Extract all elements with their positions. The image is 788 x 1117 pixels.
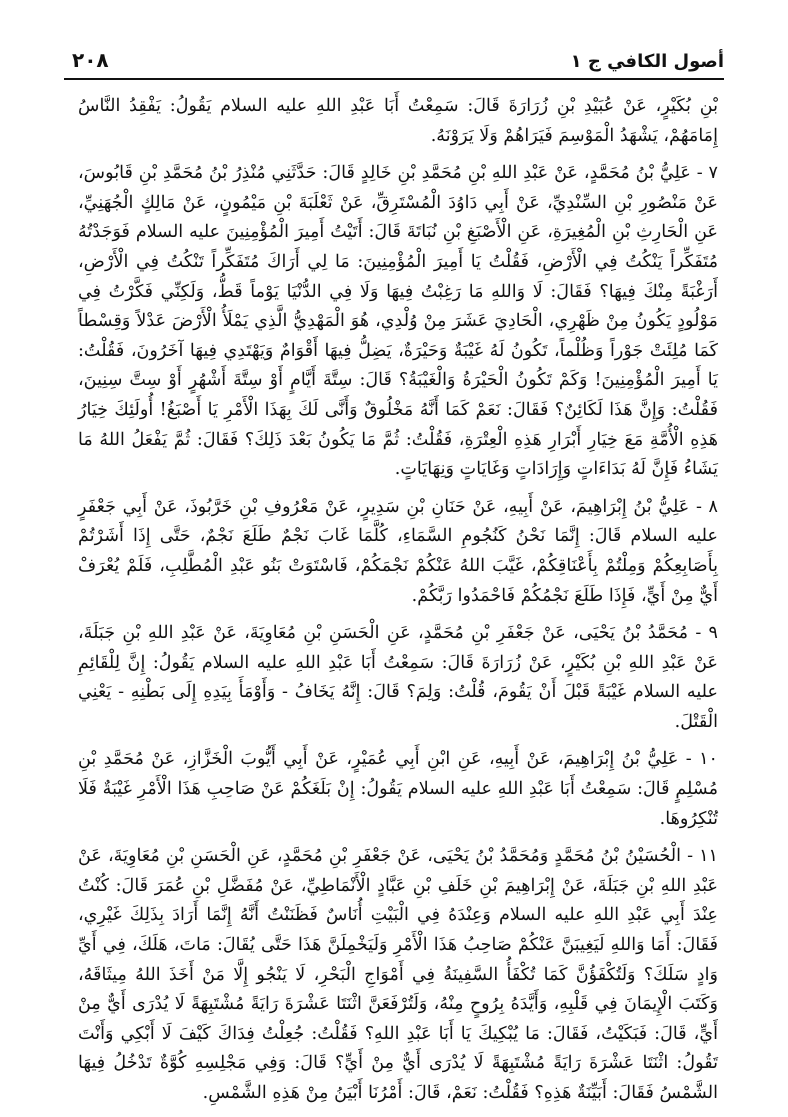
document-body — [78, 92, 718, 1117]
hadith-11: ١١ - الْحُسَيْنُ بْنُ مُحَمَّدٍ وَمُحَمَّدُ بْنُ يَحْيَى، عَنْ جَعْفَرِ بْنِ مُحَمَّدٍ، عَنِ الْحَسَنِ بْنِ مُعَاوِيَةَ، عَنْ عَبْدِ اللهِ بْنِ جَبَلَةَ، عَنْ إِبْرَاهِيمَ بْنِ خَلَفِ بْنِ عَبَّادٍ الْأَنْمَاطِيِّ، عَنْ مُفَضَّلِ بْنِ عُمَرَ قَالَ: كُنْتُ عِنْدَ أَبِي عَبْدِ اللهِ عليه السلام وَعِنْدَهُ فِي الْبَيْتِ أُنَاسٌ فَظَنَنْتُ أَنَّهُ إِنَّمَا أَرَادَ بِذَلِكَ غَيْرِي، فَقَالَ: أَمَا وَاللهِ لَيَغِيبَنَّ عَنْكُمْ صَاحِبُ هَذَا الْأَمْرِ وَلَيَخْمِلَنَّ هَذَا حَتَّى يُقَالَ: مَاتَ، هَلَكَ، فِي أَيِّ وَادٍ سَلَكَ؟ وَلَتُكْفَؤُنَّ كَمَا تُكْفَأُ السَّفِينَةُ فِي أَمْوَاجِ الْبَحْرِ، لَا يَنْجُو إِلَّا مَنْ أَخَذَ اللهُ مِيثَاقَهُ، وَكَتَبَ الْإِيمَانَ فِي قَلْبِهِ، وَأَيَّدَهُ بِرُوحٍ مِنْهُ، وَلَتُرْفَعَنَّ اثْنَتَا عَشْرَةَ رَايَةً مُشْتَبِهَةً لَا يُدْرَى أَيٌّ مِنْ أَيٍّ، قَالَ: فَبَكَيْتُ، فَقَالَ: مَا يُبْكِيكَ يَا أَبَا عَبْدِ اللهِ؟ فَقُلْتُ: جُعِلْتُ فِدَاكَ كَيْفَ لَا أَبْكِي وَأَنْتَ تَقُولُ: اثْنَتَا عَشْرَةَ رَايَةً مُشْتَبِهَةً لَا يُدْرَى أَيٌّ مِنْ أَيٍّ؟ قَالَ: وَفِي مَجْلِسِهِ كُوَّةٌ تَدْخُلُ فِيهَا الشَّمْسُ فَقَالَ: أَبَيِّنَةٌ هَذِهِ؟ فَقُلْتُ: نَعَمْ، قَالَ: أَمْرُنَا أَبْيَنُ مِنْ هَذِهِ الشَّمْسِ. — [78, 846, 718, 1103]
page-number: ٢٠٨ — [72, 48, 109, 72]
hadith-9: ٩ - مُحَمَّدُ بْنُ يَحْيَى، عَنْ جَعْفَرِ بْنِ مُحَمَّدٍ، عَنِ الْحَسَنِ بْنِ مُعَاوِيَةَ، عَنْ عَبْدِ اللهِ بْنِ جَبَلَةَ، عَنْ عَبْدِ اللهِ بْنِ بُكَيْرٍ، عَنْ زُرَارَةَ قَالَ: سَمِعْتُ أَبَا عَبْدِ اللهِ عليه السلام يَقُولُ: إِنَّ لِلْقَائِمِ عليه السلام غَيْبَةً قَبْلَ أَنْ يَقُومَ، قُلْتُ: وَلِمَ؟ قَالَ: إِنَّهُ يَخَافُ - وَأَوْمَأَ بِيَدِهِ إِلَى بَطْنِهِ - يَعْنِي الْقَتْلَ. — [78, 623, 718, 732]
hadith-8: ٨ - عَلِيُّ بْنُ إِبْرَاهِيمَ، عَنْ أَبِيهِ، عَنْ حَنَانِ بْنِ سَدِيرٍ، عَنْ مَعْرُوفِ بْنِ خَرَّبُوذَ، عَنْ أَبِي جَعْفَرٍ عليه السلام قَالَ: إِنَّمَا نَحْنُ كَنُجُومِ السَّمَاءِ، كُلَّمَا غَابَ نَجْمٌ طَلَعَ نَجْمٌ، حَتَّى إِذَا أَشَرْتُمْ بِأَصَابِعِكُمْ وَمِلْتُمْ بِأَعْنَاقِكُمْ، غَيَّبَ اللهُ عَنْكُمْ نَجْمَكُمْ، فَاسْتَوَتْ بَنُو عَبْدِ الْمُطَّلِبِ، فَلَمْ يُعْرَفْ أَيٌّ مِنْ أَيٍّ، فَإِذَا طَلَعَ نَجْمُكُمْ فَاحْمَدُوا رَبَّكُمْ. — [78, 496, 718, 606]
hadith-10: ١٠ - عَلِيُّ بْنُ إِبْرَاهِيمَ، عَنْ أَبِيهِ، عَنِ ابْنِ أَبِي عُمَيْرٍ، عَنْ أَبِي أَيُّوبَ الْخَزَّازِ، عَنْ مُحَمَّدِ بْنِ مُسْلِمٍ قَالَ: سَمِعْتُ أَبَا عَبْدِ اللهِ عليه السلام يَقُولُ: إِنْ بَلَغَكُمْ عَنْ صَاحِبِ هَذَا الْأَمْرِ غَيْبَةٌ فَلَا تُنْكِرُوهَا. — [78, 749, 718, 829]
book-title: أصول الكافي ج ١ — [570, 51, 724, 72]
hadith-7: ٧ - عَلِيُّ بْنُ مُحَمَّدٍ، عَنْ عَبْدِ اللهِ بْنِ مُحَمَّدِ بْنِ خَالِدٍ قَالَ: حَدَّثَنِي مُنْذِرُ بْنُ مُحَمَّدِ بْنِ قَابُوسَ، عَنْ مَنْصُورِ بْنِ السِّنْدِيِّ، عَنْ أَبِي دَاوُدَ الْمُسْتَرِقِّ، عَنْ ثَعْلَبَةَ بْنِ مَيْمُونٍ، عَنْ مَالِكٍ الْجُهَنِيِّ، عَنِ الْحَارِثِ بْنِ الْمُغِيرَةِ، عَنِ الْأَصْبَغِ بْنِ نُبَاتَةَ قَالَ: أَتَيْتُ أَمِيرَ الْمُؤْمِنِينَ عليه السلام فَوَجَدْتُهُ مُتَفَكِّراً يَنْكُتُ فِي الْأَرْضِ، فَقُلْتُ يَا أَمِيرَ الْمُؤْمِنِينَ: مَا لِي أَرَاكَ مُتَفَكِّراً تَنْكُتُ فِي الْأَرْضِ، أَرَغْبَةً مِنْكَ فِيهَا؟ فَقَالَ: لَا وَاللهِ مَا رَغِبْتُ فِيهَا وَلَا فِي الدُّنْيَا يَوْماً قَطُّ، وَلَكِنِّي فَكَّرْتُ فِي مَوْلُودٍ يَكُونُ مِنْ ظَهْرِي، الْحَادِيَ عَشَرَ مِنْ وُلْدِي، هُوَ الْمَهْدِيُّ الَّذِي يَمْلَأُ الْأَرْضَ عَدْلاً وَقِسْطاً كَمَا مُلِئَتْ جَوْراً وَظُلْماً، تَكُونُ لَهُ غَيْبَةٌ وَحَيْرَةٌ، يَضِلُّ فِيهَا أَقْوَامٌ وَيَهْتَدِي فِيهَا آخَرُونَ، فَقُلْتُ: يَا أَمِيرَ الْمُؤْمِنِينَ! وَكَمْ تَكُونُ الْحَيْرَةُ وَالْغَيْبَةُ؟ قَالَ: سِتَّةَ أَيَّامٍ أَوْ سِتَّةَ أَشْهُرٍ أَوْ سِتَّ سِنِينَ، فَقُلْتُ: وَإِنَّ هَذَا لَكَائِنٌ؟ فَقَالَ: نَعَمْ كَمَا أَنَّهُ مَخْلُوقٌ وَأَنَّى لَكَ بِهَذَا الْأَمْرِ يَا أَصْبَغُ! أُولَئِكَ خِيَارُ هَذِهِ الْأُمَّةِ مَعَ خِيَارِ أَبْرَارِ هَذِهِ الْعِتْرَةِ، فَقُلْتُ: ثُمَّ مَا يَكُونُ بَعْدَ ذَلِكَ؟ فَقَالَ: ثُمَّ يَفْعَلُ اللهُ مَا يَشَاءُ فَإِنَّ لَهُ بَدَاءَاتٍ وَإِرَادَاتٍ وَغَايَاتٍ وَنِهَايَاتٍ. — [78, 163, 718, 480]
paragraph-continuation: بْنِ بُكَيْرٍ، عَنْ عُبَيْدِ بْنِ زُرَارَةَ قَالَ: سَمِعْتُ أَبَا عَبْدِ اللهِ عليه السلام يَقُولُ: يَفْقِدُ النَّاسُ إِمَامَهُمْ، يَشْهَدُ الْمَوْسِمَ فَيَرَاهُمْ وَلَا يَرَوْنَهُ. — [78, 96, 718, 146]
header-divider — [64, 78, 724, 80]
page-header — [72, 40, 724, 72]
